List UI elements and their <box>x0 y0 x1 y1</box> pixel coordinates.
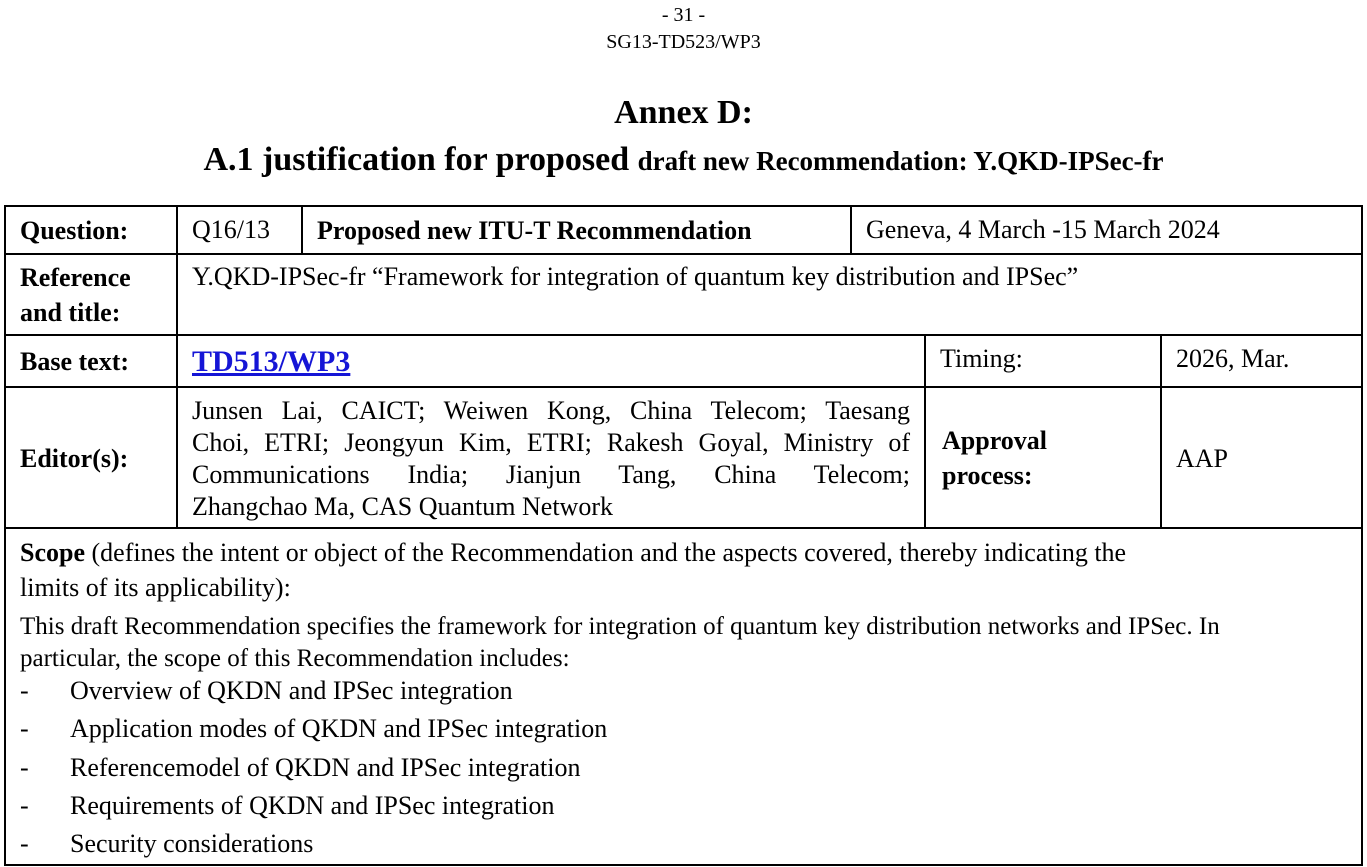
approval-value: AAP <box>1176 444 1229 473</box>
table-rule <box>850 205 852 254</box>
approval-label-line-2: process: <box>942 461 1033 490</box>
list-item: Referencemodel of QKDN and IPSec integration <box>70 753 581 782</box>
base-text-label: Base text: <box>20 347 130 376</box>
list-item: Requirements of QKDN and IPSec integration <box>70 791 555 820</box>
table-rule <box>924 334 926 528</box>
proposed-label: Proposed new ITU-T Recommendation <box>317 216 752 245</box>
page-number: - 31 - <box>661 4 706 26</box>
scope-heading-line-2: limits of its applicability): <box>20 573 291 602</box>
table-rule <box>4 253 1363 255</box>
scope-text-line-2: particular, the scope of this Recommendation includes: <box>20 645 570 672</box>
list-item: Security considerations <box>70 829 314 858</box>
scope-description: (defines the intent or object of the Recommendation and the aspects covered, thereby indicating the <box>85 538 1127 567</box>
reference-label-line-1: Reference <box>20 263 131 292</box>
meeting-info: Geneva, 4 March -15 March 2024 <box>866 215 1220 244</box>
list-bullet: - <box>20 676 29 705</box>
scope-heading-line-1 <box>20 537 1350 569</box>
editors-label: Editor(s): <box>20 444 129 473</box>
approval-label-line-1: Approval <box>942 426 1047 455</box>
editors-line: Zhangchao Ma, CAS Quantum Network <box>192 492 613 521</box>
reference-label-line-2: and title: <box>20 298 121 327</box>
list-bullet: - <box>20 753 29 782</box>
editors-line: Junsen Lai, CAICT; Weiwen Kong, China Telecom; Taesang <box>192 396 910 425</box>
table-rule <box>301 205 303 254</box>
scope-text-line-1: This draft Recommendation specifies the framework for integration of quantum key distribution networks and IPSec. In <box>20 613 1220 640</box>
timing-value: 2026, Mar. <box>1176 344 1290 373</box>
annex-subtitle-rest: draft new Recommendation: Y.QKD-IPSec-fr <box>637 146 1164 176</box>
question-value: Q16/13 <box>192 215 270 244</box>
list-bullet: - <box>20 791 29 820</box>
list-item: Application modes of QKDN and IPSec integration <box>70 714 608 743</box>
question-label: Question: <box>20 216 129 245</box>
scope-label: Scope <box>20 538 85 567</box>
annex-subtitle-main: A.1 justification for proposed <box>203 141 630 178</box>
editors-line: Communications India; Jianjun Tang, China Telecom; <box>192 460 910 489</box>
base-text-link[interactable]: TD513/WP3 <box>192 345 351 378</box>
timing-label: Timing: <box>940 344 1023 373</box>
list-bullet: - <box>20 714 29 743</box>
table-rule <box>176 205 178 528</box>
list-item: Overview of QKDN and IPSec integration <box>70 676 513 705</box>
table-rule <box>1160 334 1162 528</box>
document-reference: SG13-TD523/WP3 <box>606 31 761 53</box>
annex-subtitle <box>0 140 1367 181</box>
list-bullet: - <box>20 829 29 858</box>
editors-line: Choi, ETRI; Jeongyun Kim, ETRI; Rakesh Goyal, Ministry of <box>192 428 910 457</box>
reference-value: Y.QKD-IPSec-fr “Framework for integration of quantum key distribution and IPSec” <box>192 262 1079 291</box>
annex-title: Annex D: <box>614 94 753 131</box>
